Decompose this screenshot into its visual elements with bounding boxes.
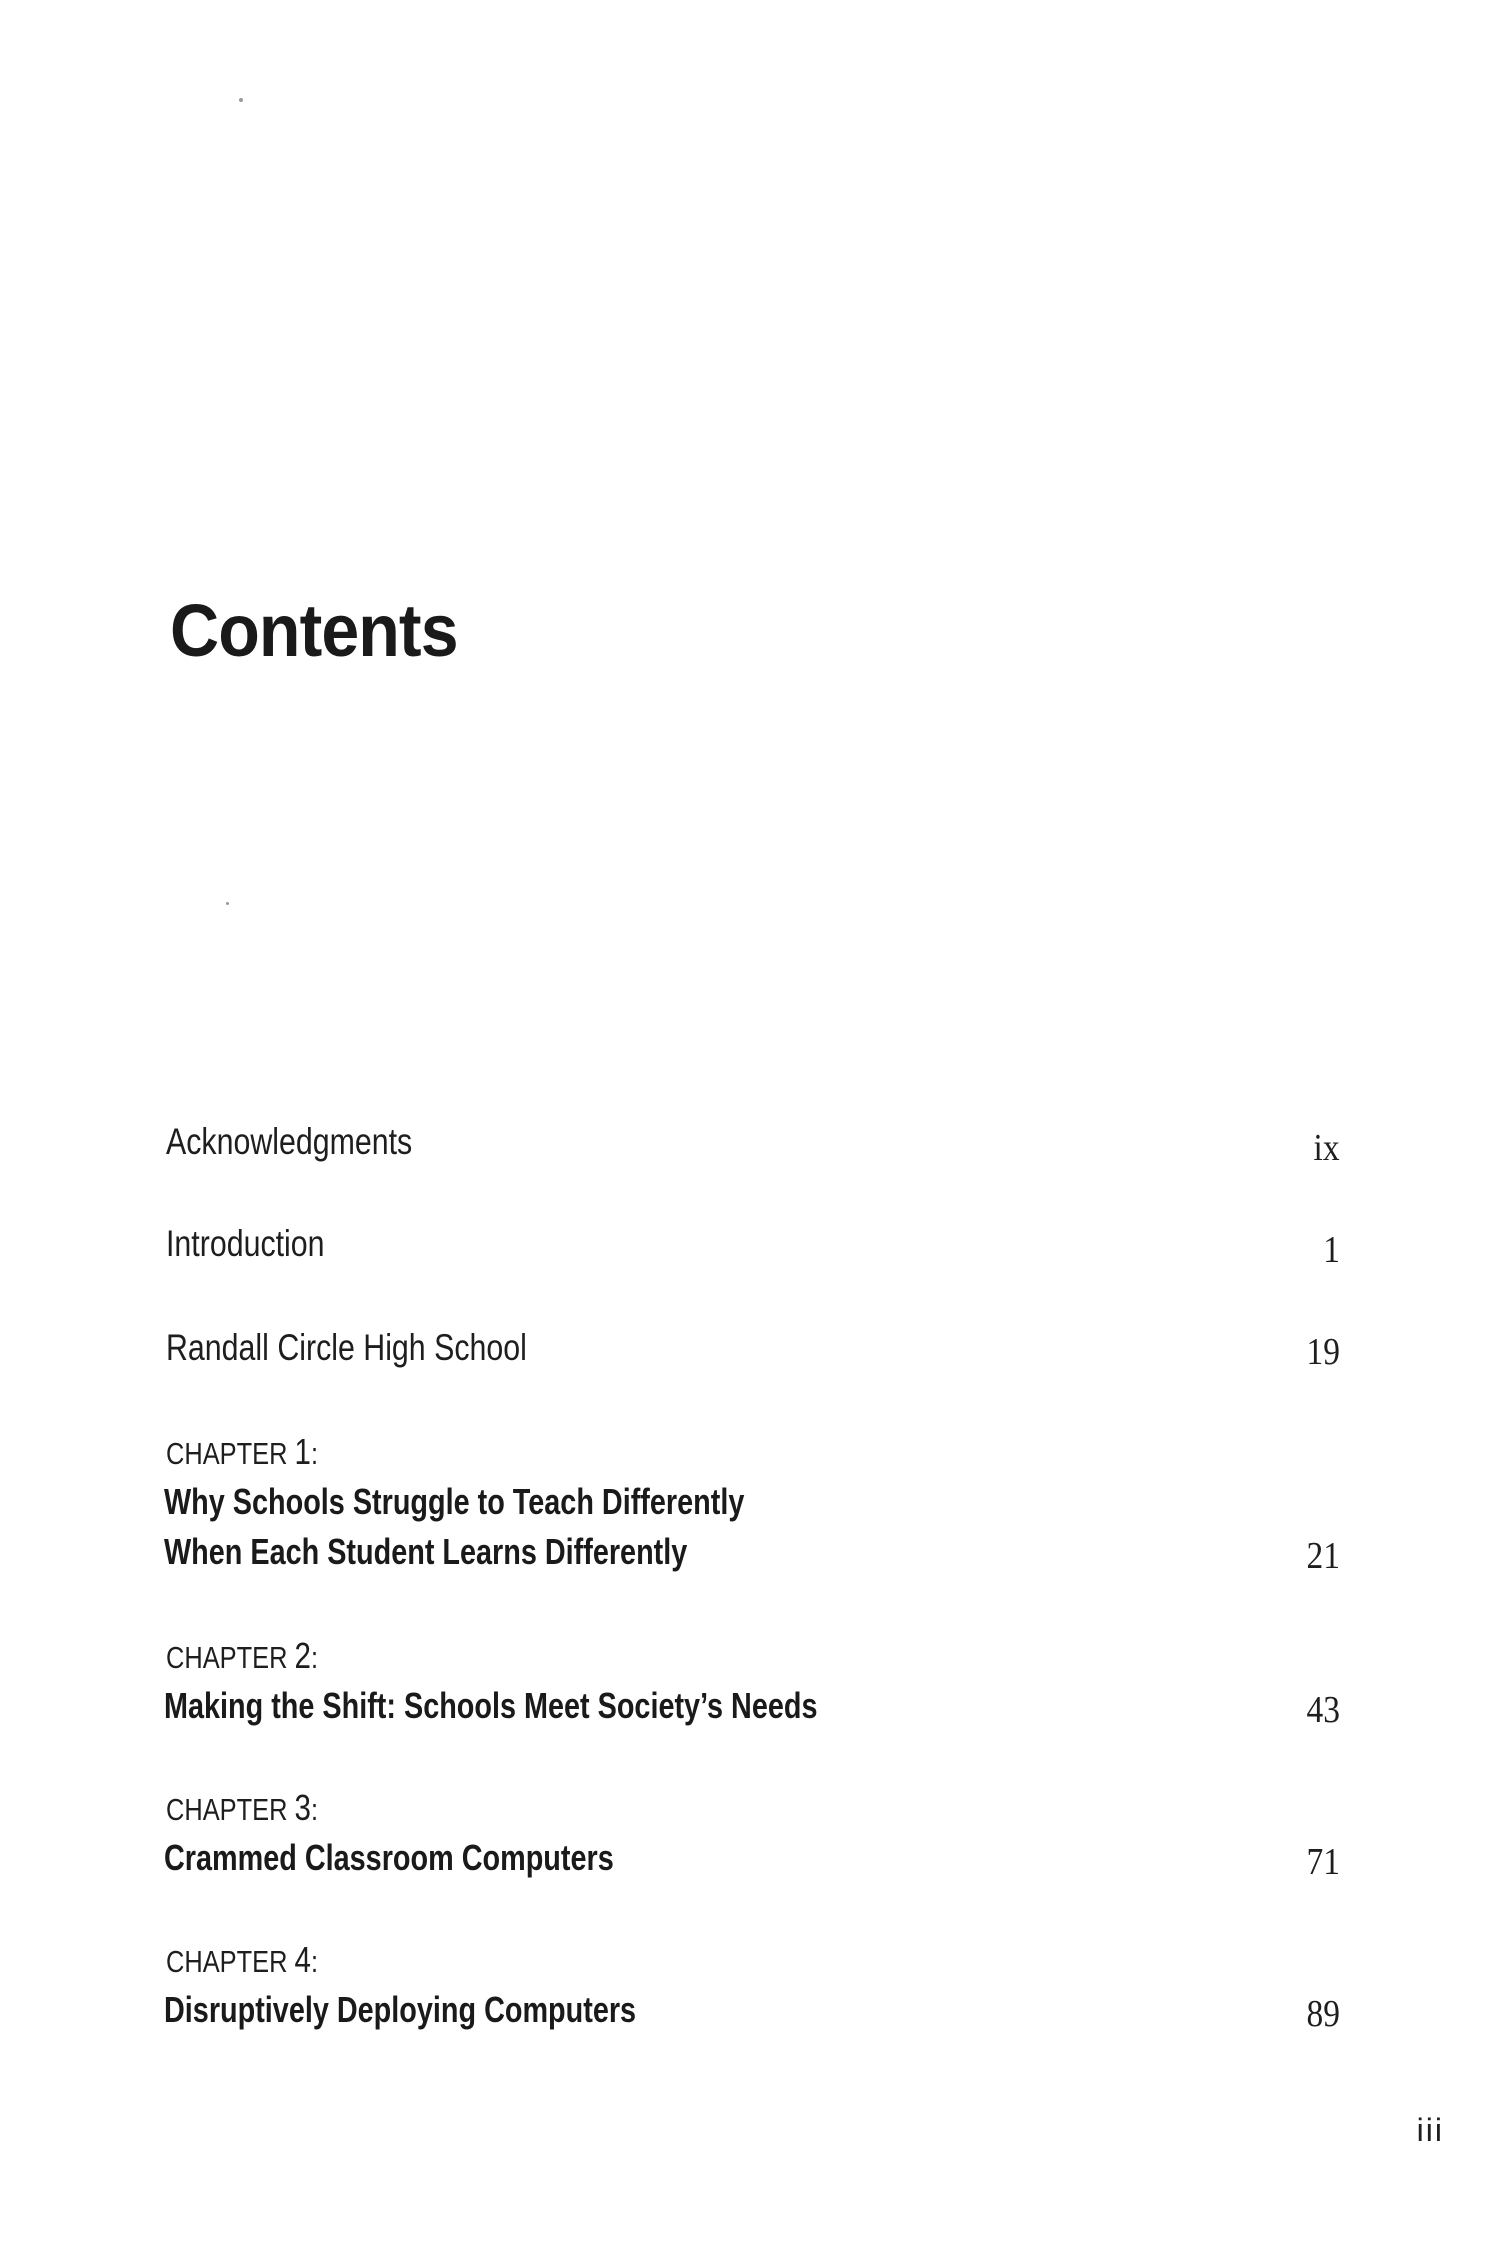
toc-entry-randall-page: 19 — [1306, 1331, 1340, 1373]
chapter-number: 2 — [294, 1635, 311, 1676]
chapter-label-text: CHAPTER — [166, 1436, 288, 1471]
chapter-1-title-line-1: Why Schools Struggle to Teach Differently — [164, 1481, 745, 1522]
chapter-number: 1 — [294, 1431, 311, 1472]
chapter-1-title-line-2: When Each Student Learns Differently — [164, 1531, 688, 1572]
toc-entry-acknowledgments-page: ix — [1313, 1127, 1340, 1169]
chapter-3-page: 71 — [1306, 1841, 1340, 1883]
chapter-number: 3 — [294, 1787, 311, 1828]
paper-speck — [239, 98, 243, 102]
chapter-2-title-line-1: Making the Shift: Schools Meet Society’s Needs — [164, 1685, 818, 1726]
toc-entry-introduction-title: Introduction — [166, 1223, 325, 1264]
chapter-2-page: 43 — [1306, 1689, 1340, 1731]
chapter-label-text: CHAPTER — [166, 1944, 288, 1979]
chapter-1-page: 21 — [1306, 1535, 1340, 1577]
page-number-folio: iii — [1416, 2112, 1444, 2148]
chapter-3-title-line-1: Crammed Classroom Computers — [164, 1837, 614, 1878]
toc-entry-randall-title: Randall Circle High School — [166, 1327, 527, 1368]
chapter-1-label: CHAPTER 1: — [166, 1431, 319, 1472]
chapter-4-title-line-1: Disruptively Deploying Computers — [164, 1989, 637, 2030]
toc-entry-introduction-page: 1 — [1323, 1229, 1340, 1271]
page-title: Contents — [170, 589, 458, 672]
chapter-number: 4 — [294, 1939, 311, 1980]
chapter-label-text: CHAPTER — [166, 1640, 288, 1675]
chapter-3-label: CHAPTER 3: — [166, 1787, 319, 1828]
paper-speck — [226, 902, 229, 905]
chapter-label-text: CHAPTER — [166, 1792, 288, 1827]
chapter-4-label: CHAPTER 4: — [166, 1939, 319, 1980]
toc-entry-acknowledgments-title: Acknowledgments — [166, 1121, 413, 1162]
chapter-2-label: CHAPTER 2: — [166, 1635, 319, 1676]
chapter-4-page: 89 — [1306, 1993, 1340, 2035]
